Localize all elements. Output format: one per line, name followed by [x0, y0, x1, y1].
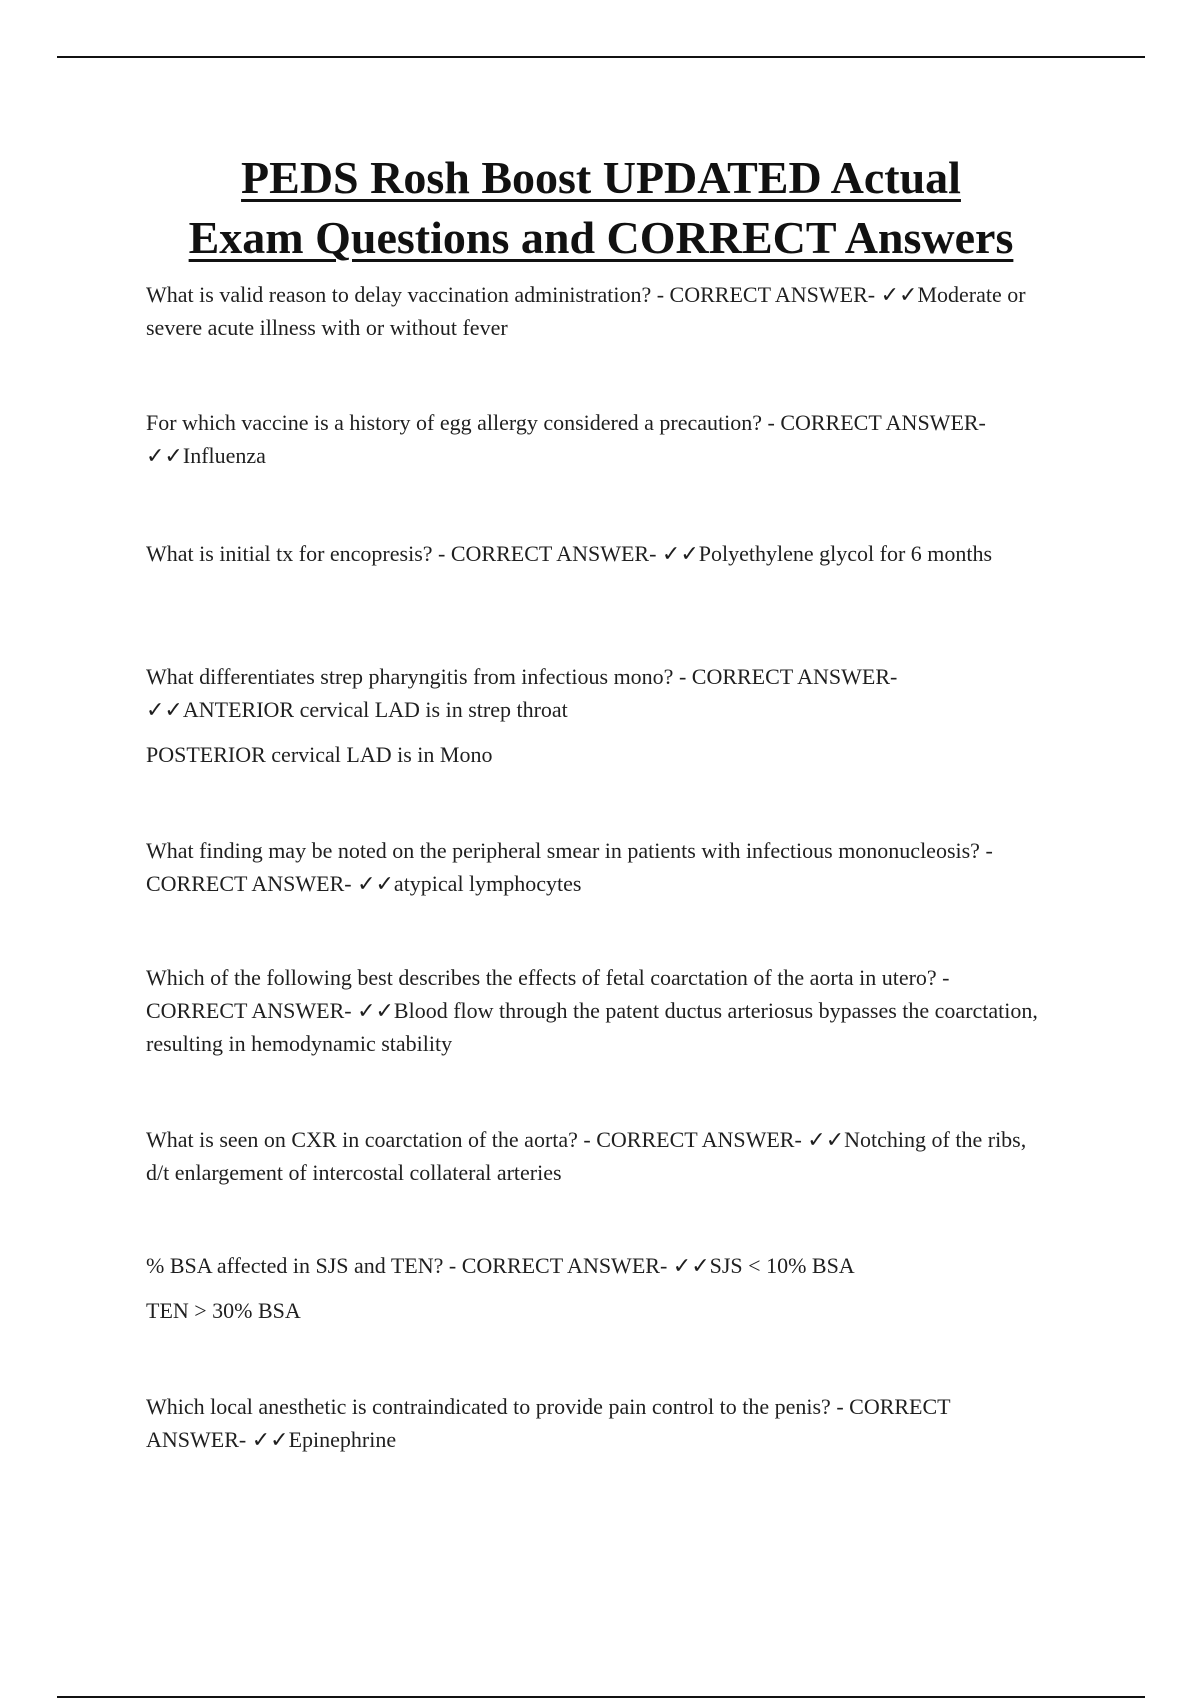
qa-item: [146, 834, 1046, 900]
bottom-rule: [57, 1696, 1145, 1698]
qa-text: Which local anesthetic is contraindicated to provide pain control to the penis? - CORRECT ANSWER- ✓✓Epinephrine: [146, 1394, 951, 1452]
qa-item: [146, 961, 1046, 1060]
qa-text: What is initial tx for encopresis? - CORRECT ANSWER- ✓✓Polyethylene glycol for 6 months: [146, 541, 993, 566]
qa-text: What is seen on CXR in coarctation of the aorta? - CORRECT ANSWER- ✓✓Notching of the ribs, d/t enlargement of intercostal collateral arteries: [146, 1127, 1027, 1185]
qa-item: [146, 660, 1046, 771]
qa-item: [146, 537, 1046, 570]
top-rule: [57, 56, 1145, 58]
qa-text: What is valid reason to delay vaccination administration? - CORRECT ANSWER- ✓✓Moderate or severe acute illness with or without fever: [146, 282, 1026, 340]
qa-text: For which vaccine is a history of egg allergy considered a precaution? - CORRECT ANSWER- ✓✓Influenza: [146, 410, 986, 468]
qa-text-continued: POSTERIOR cervical LAD is in Mono: [146, 742, 493, 767]
qa-text-continued: TEN > 30% BSA: [146, 1298, 301, 1323]
document-title: [57, 148, 1145, 268]
qa-item: [146, 1390, 1046, 1456]
qa-item: [146, 278, 1046, 344]
qa-text: Which of the following best describes the effects of fetal coarctation of the aorta in utero? - CORRECT ANSWER- ✓✓Blood flow through the patent ductus arteriosus bypasses the coarctation, resulting in hemodynamic stability: [146, 965, 1038, 1056]
qa-item: [146, 1249, 1046, 1327]
title-line-1: PEDS Rosh Boost UPDATED Actual: [241, 152, 961, 203]
qa-text: What finding may be noted on the peripheral smear in patients with infectious mononucleosis? - CORRECT ANSWER- ✓✓atypical lymphocytes: [146, 838, 993, 896]
qa-item: [146, 1123, 1046, 1189]
title-line-2: Exam Questions and CORRECT Answers: [188, 212, 1014, 263]
qa-text: What differentiates strep pharyngitis from infectious mono? - CORRECT ANSWER- ✓✓ANTERIOR cervical LAD is in strep throat: [146, 664, 898, 722]
qa-item: [146, 406, 1046, 472]
qa-text: % BSA affected in SJS and TEN? - CORRECT ANSWER- ✓✓SJS < 10% BSA: [146, 1253, 855, 1278]
